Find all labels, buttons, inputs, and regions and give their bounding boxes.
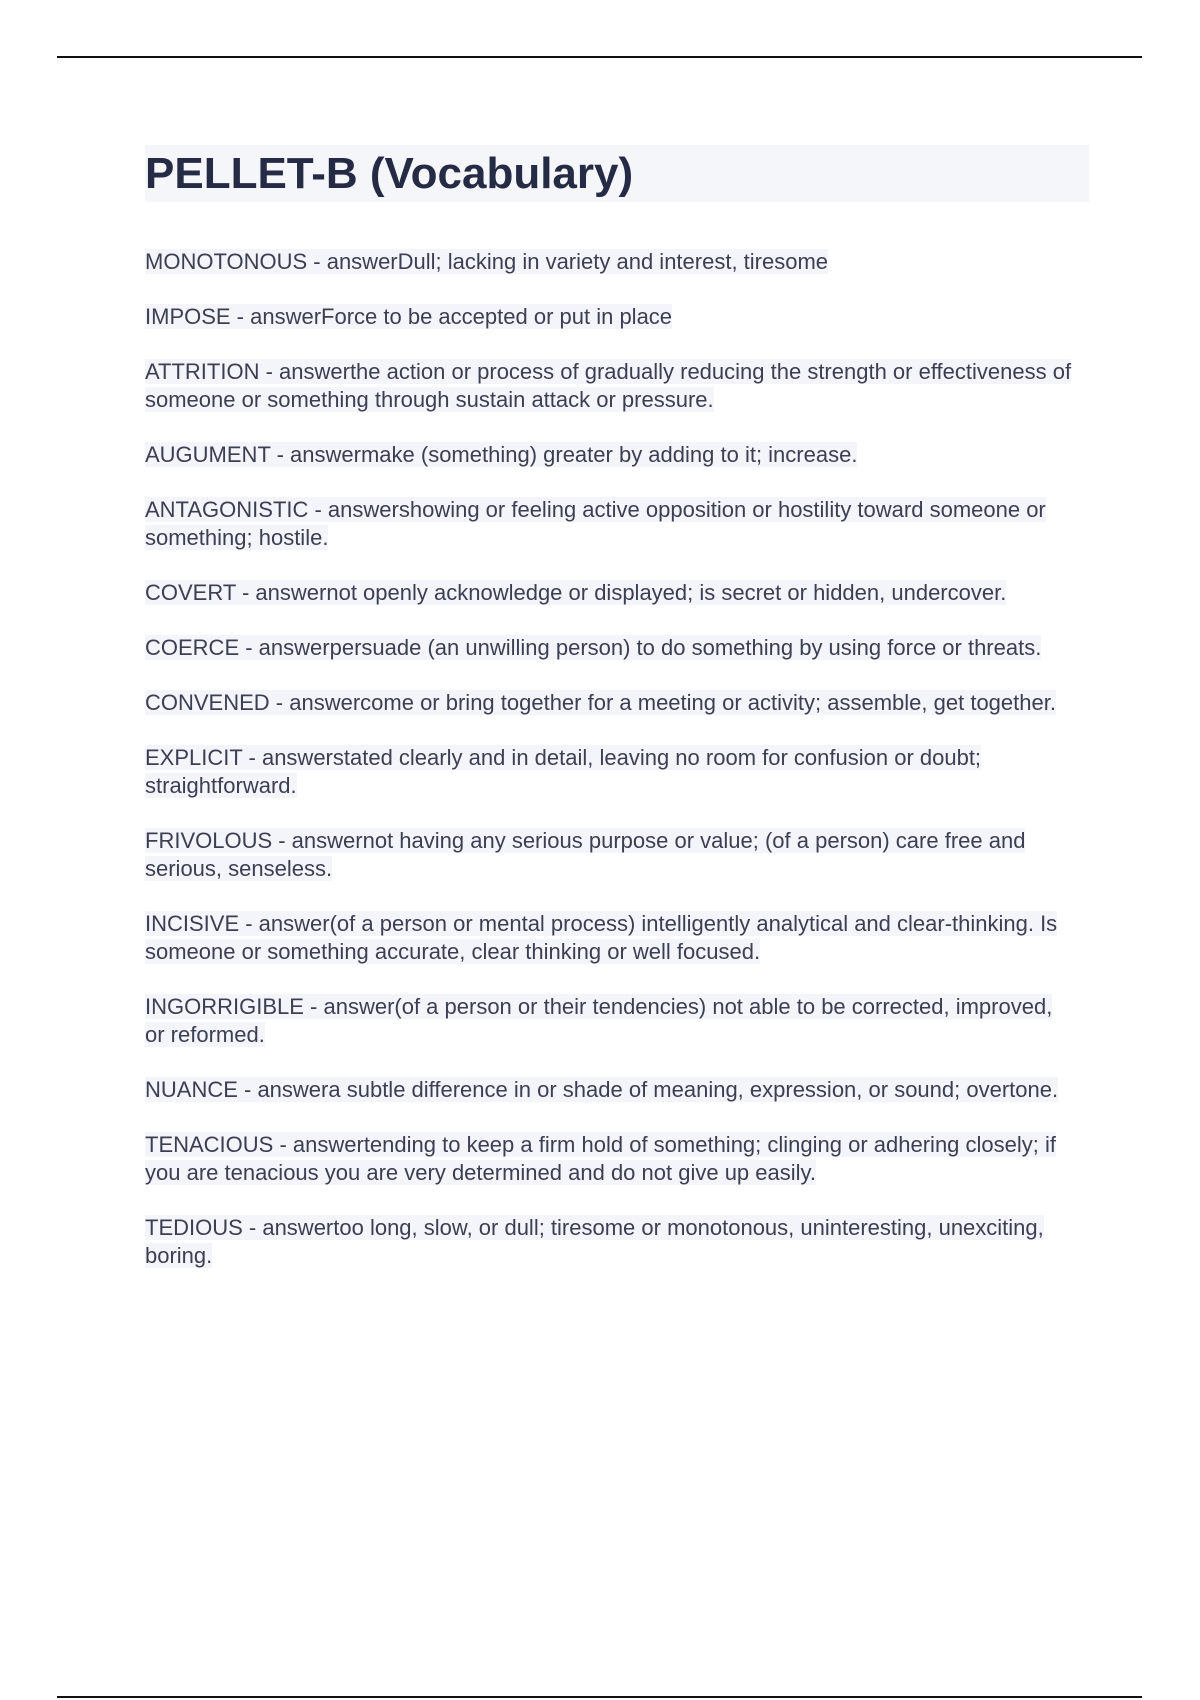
entry-text: MONOTONOUS - answerDull; lacking in variety and interest, tiresome <box>145 249 829 274</box>
vocabulary-entry <box>145 634 1075 662</box>
vocabulary-entry <box>145 1214 1075 1270</box>
entry-text: AUGUMENT - answermake (something) greater by adding to it; increase. <box>145 442 858 467</box>
vocabulary-entry <box>145 993 1075 1049</box>
entry-text: FRIVOLOUS - answernot having any serious purpose or value; (of a person) care free and serious, senseless. <box>145 828 1026 881</box>
document-body <box>145 145 1090 1297</box>
entry-text: IMPOSE - answerForce to be accepted or put in place <box>145 304 673 329</box>
vocabulary-entry <box>145 441 1075 469</box>
entry-text: ATTRITION - answerthe action or process of gradually reducing the strength or effectiveness of someone or something through sustain attack or pressure. <box>145 359 1072 412</box>
entry-text: EXPLICIT - answerstated clearly and in detail, leaving no room for confusion or doubt; straightforward. <box>145 745 982 798</box>
top-divider <box>57 56 1142 58</box>
vocabulary-entry <box>145 496 1075 552</box>
entry-text: ANTAGONISTIC - answershowing or feeling active opposition or hostility toward someone or something; hostile. <box>145 497 1046 550</box>
bottom-divider <box>57 1696 1142 1698</box>
entry-text: TEDIOUS - answertoo long, slow, or dull; tiresome or monotonous, uninteresting, unexciting, boring. <box>145 1215 1044 1268</box>
entry-text: INGORRIGIBLE - answer(of a person or their tendencies) not able to be corrected, improved, or reformed. <box>145 994 1053 1047</box>
vocabulary-entry <box>145 689 1075 717</box>
entry-text: TENACIOUS - answertending to keep a firm hold of something; clinging or adhering closely; if you are tenacious you are very determined and do not give up easily. <box>145 1132 1056 1185</box>
entry-text: COVERT - answernot openly acknowledge or displayed; is secret or hidden, undercover. <box>145 580 1007 605</box>
vocabulary-entry <box>145 744 1075 800</box>
vocabulary-entry <box>145 827 1075 883</box>
vocabulary-entry <box>145 303 1075 331</box>
vocabulary-entry <box>145 1076 1075 1104</box>
entry-text: NUANCE - answera subtle difference in or shade of meaning, expression, or sound; overtone. <box>145 1077 1059 1102</box>
entry-text: CONVENED - answercome or bring together for a meeting or activity; assemble, get together. <box>145 690 1056 715</box>
vocabulary-entry <box>145 358 1075 414</box>
vocabulary-entry <box>145 910 1075 966</box>
entry-text: INCISIVE - answer(of a person or mental process) intelligently analytical and clear-thinking. Is someone or something accurate, clear thinking or well focused. <box>145 911 1058 964</box>
vocabulary-entry <box>145 579 1075 607</box>
entry-text: COERCE - answerpersuade (an unwilling person) to do something by using force or threats. <box>145 635 1042 660</box>
vocabulary-entry <box>145 1131 1075 1187</box>
vocabulary-entry <box>145 248 1075 276</box>
page-title: PELLET-B (Vocabulary) <box>145 148 634 198</box>
vocabulary-list <box>145 248 1090 1270</box>
title-band <box>145 145 1089 202</box>
